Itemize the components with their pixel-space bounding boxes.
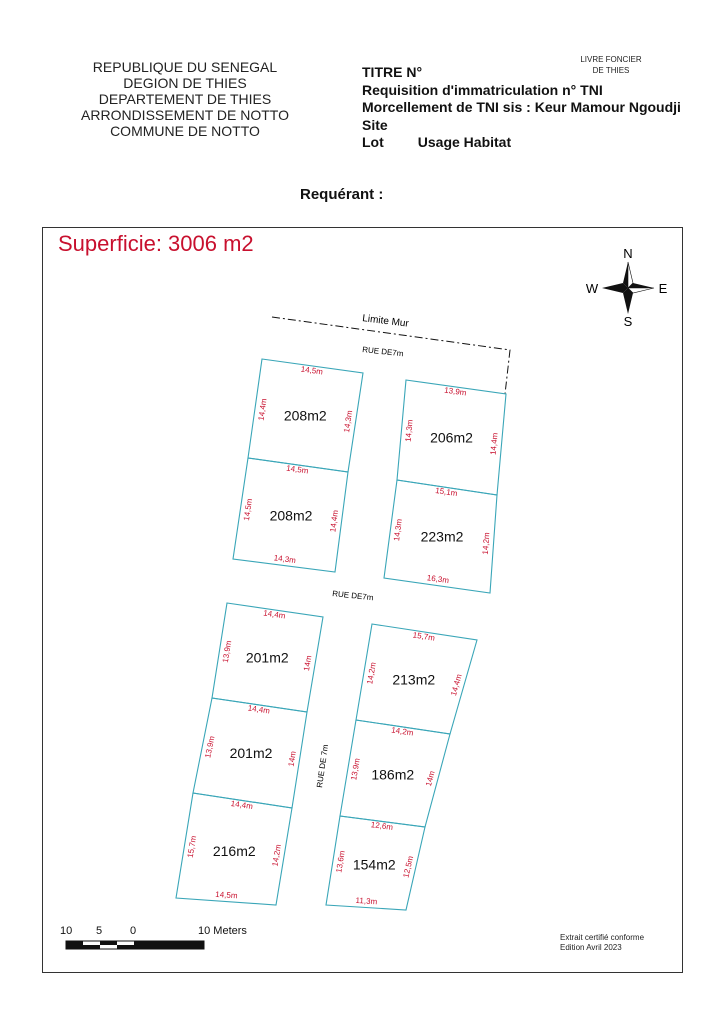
site-line: Site <box>362 116 388 133</box>
parcel-right-dimension: 14,4m <box>488 432 500 456</box>
street-label-top: RUE DE7m <box>361 345 404 359</box>
header-line-region: DEGION DE THIES <box>123 75 247 91</box>
parcel-lot-2[interactable] <box>233 458 348 572</box>
compass-s: S <box>623 314 633 329</box>
parcel-bottom-dimension: 14,5m <box>215 889 238 901</box>
usage-label: Usage Habitat <box>417 134 512 150</box>
parcel-left-dimension: 14,4m <box>256 397 269 422</box>
parcel-area-label: 186m2 <box>371 766 415 783</box>
parcel-lot-9[interactable] <box>340 720 450 827</box>
parcel-left-dimension: 14,5m <box>241 497 255 522</box>
parcel-lot-10[interactable] <box>326 816 425 910</box>
certification-line: Extrait certifié conforme <box>560 933 645 942</box>
parcel-area-label: 201m2 <box>229 744 273 761</box>
parcel-area-label: 206m2 <box>430 429 473 446</box>
header-line-arrondissement: ARRONDISSEMENT DE NOTTO <box>81 107 289 123</box>
parcel-top-dimension: 14,5m <box>300 364 324 377</box>
parcel-top-dimension: 14,2m <box>390 725 414 738</box>
parcel-group <box>176 359 506 910</box>
parcel-area-label: 213m2 <box>392 671 436 688</box>
parcel-right-dimension: 14m <box>286 750 298 768</box>
livre-foncier-line-2: DE THIES <box>592 66 630 75</box>
parcel-left-dimension: 13,9m <box>203 735 217 759</box>
superficie-title: Superficie: 3006 m2 <box>58 231 254 256</box>
street-label-middle: RUE DE7m <box>331 589 374 603</box>
parcel-area-label: 154m2 <box>352 856 396 873</box>
parcel-lot-8[interactable] <box>356 624 477 734</box>
requisition-line: Requisition d'immatriculation n° TNI <box>362 81 603 98</box>
edition-line: Edition Avril 2023 <box>560 942 622 952</box>
header-line-republique: REPUBLIQUE DU SENEGAL <box>92 59 278 75</box>
parcel-bottom-dimension: 16,3m <box>426 573 450 586</box>
parcel-lot-7[interactable] <box>176 793 292 905</box>
parcel-top-dimension: 13,9m <box>443 385 468 398</box>
parcel-area-label: 216m2 <box>212 843 256 859</box>
parcel-bottom-dimension: 11,3m <box>355 895 378 907</box>
morcellement-line: Morcellement de TNI sis : Keur Mamour Ngoudji <box>362 99 681 115</box>
parcel-left-dimension: 13,6m <box>334 849 347 874</box>
compass-e: E <box>658 281 668 296</box>
parcel-right-dimension: 14m <box>423 769 437 788</box>
parcel-right-dimension: 14,4m <box>328 509 341 533</box>
parcel-left-dimension: 14,3m <box>403 419 415 443</box>
parcel-left-dimension: 15,7m <box>185 835 199 859</box>
parcel-left-dimension: 14,2m <box>365 661 378 685</box>
parcel-bottom-dimension: 14,3m <box>273 553 297 566</box>
compass-icon <box>586 246 668 329</box>
parcel-lot-1[interactable] <box>248 359 363 472</box>
parcel-top-dimension: 14,5m <box>285 463 310 476</box>
livre-foncier-line-1: LIVRE FONCIER <box>580 55 642 64</box>
parcel-lot-5[interactable] <box>212 603 323 712</box>
compass-w: W <box>585 281 599 296</box>
parcel-top-dimension: 14,4m <box>230 798 254 812</box>
parcel-lot-4[interactable] <box>384 480 497 593</box>
limite-mur-label: Limite Mur <box>361 313 410 330</box>
parcel-top-dimension: 14,4m <box>247 703 271 716</box>
parcel-top-dimension: 12,6m <box>370 820 394 832</box>
parcel-area-label: 201m2 <box>245 649 289 666</box>
street-label-vertical: RUE DE 7m <box>315 743 331 789</box>
parcel-top-dimension: 14,4m <box>262 608 286 621</box>
requerant-label: Requérant : <box>300 186 384 203</box>
scale-label-5: 5 <box>96 925 103 937</box>
parcel-right-dimension: 14m <box>302 654 314 672</box>
header-line-commune: COMMUNE DE NOTTO <box>110 123 260 139</box>
parcel-lot-6[interactable] <box>193 698 307 808</box>
compass-n: N <box>623 246 633 261</box>
parcel-right-dimension: 14,3m <box>342 409 355 434</box>
scale-bar <box>66 941 204 949</box>
lot-label: Lot <box>362 134 384 150</box>
parcel-right-dimension: 14,2m <box>270 843 283 868</box>
titre-number: TITRE N° <box>362 64 423 80</box>
parcel-top-dimension: 15,1m <box>434 485 458 499</box>
header-line-departement: DEPARTEMENT DE THIES <box>98 91 272 107</box>
parcel-area-label: 208m2 <box>269 507 313 524</box>
parcel-lot-3[interactable] <box>397 380 506 495</box>
scale-label-0: 0 <box>130 925 137 937</box>
parcel-area-label: 208m2 <box>283 407 327 424</box>
certification-note <box>560 933 644 952</box>
parcel-right-dimension: 14,2m <box>480 532 492 555</box>
scale-label-meters: 10 Meters <box>198 925 247 937</box>
parcel-left-dimension: 13,9m <box>349 757 362 781</box>
parcel-left-dimension: 13,9m <box>220 639 234 664</box>
parcel-top-dimension: 15,7m <box>412 630 436 643</box>
parcel-right-dimension: 12,5m <box>401 855 416 879</box>
parcel-left-dimension: 14,3m <box>392 518 404 542</box>
parcel-right-dimension: 14,4m <box>448 673 464 697</box>
scale-label-10: 10 <box>60 925 73 937</box>
parcel-area-label: 223m2 <box>420 528 464 545</box>
